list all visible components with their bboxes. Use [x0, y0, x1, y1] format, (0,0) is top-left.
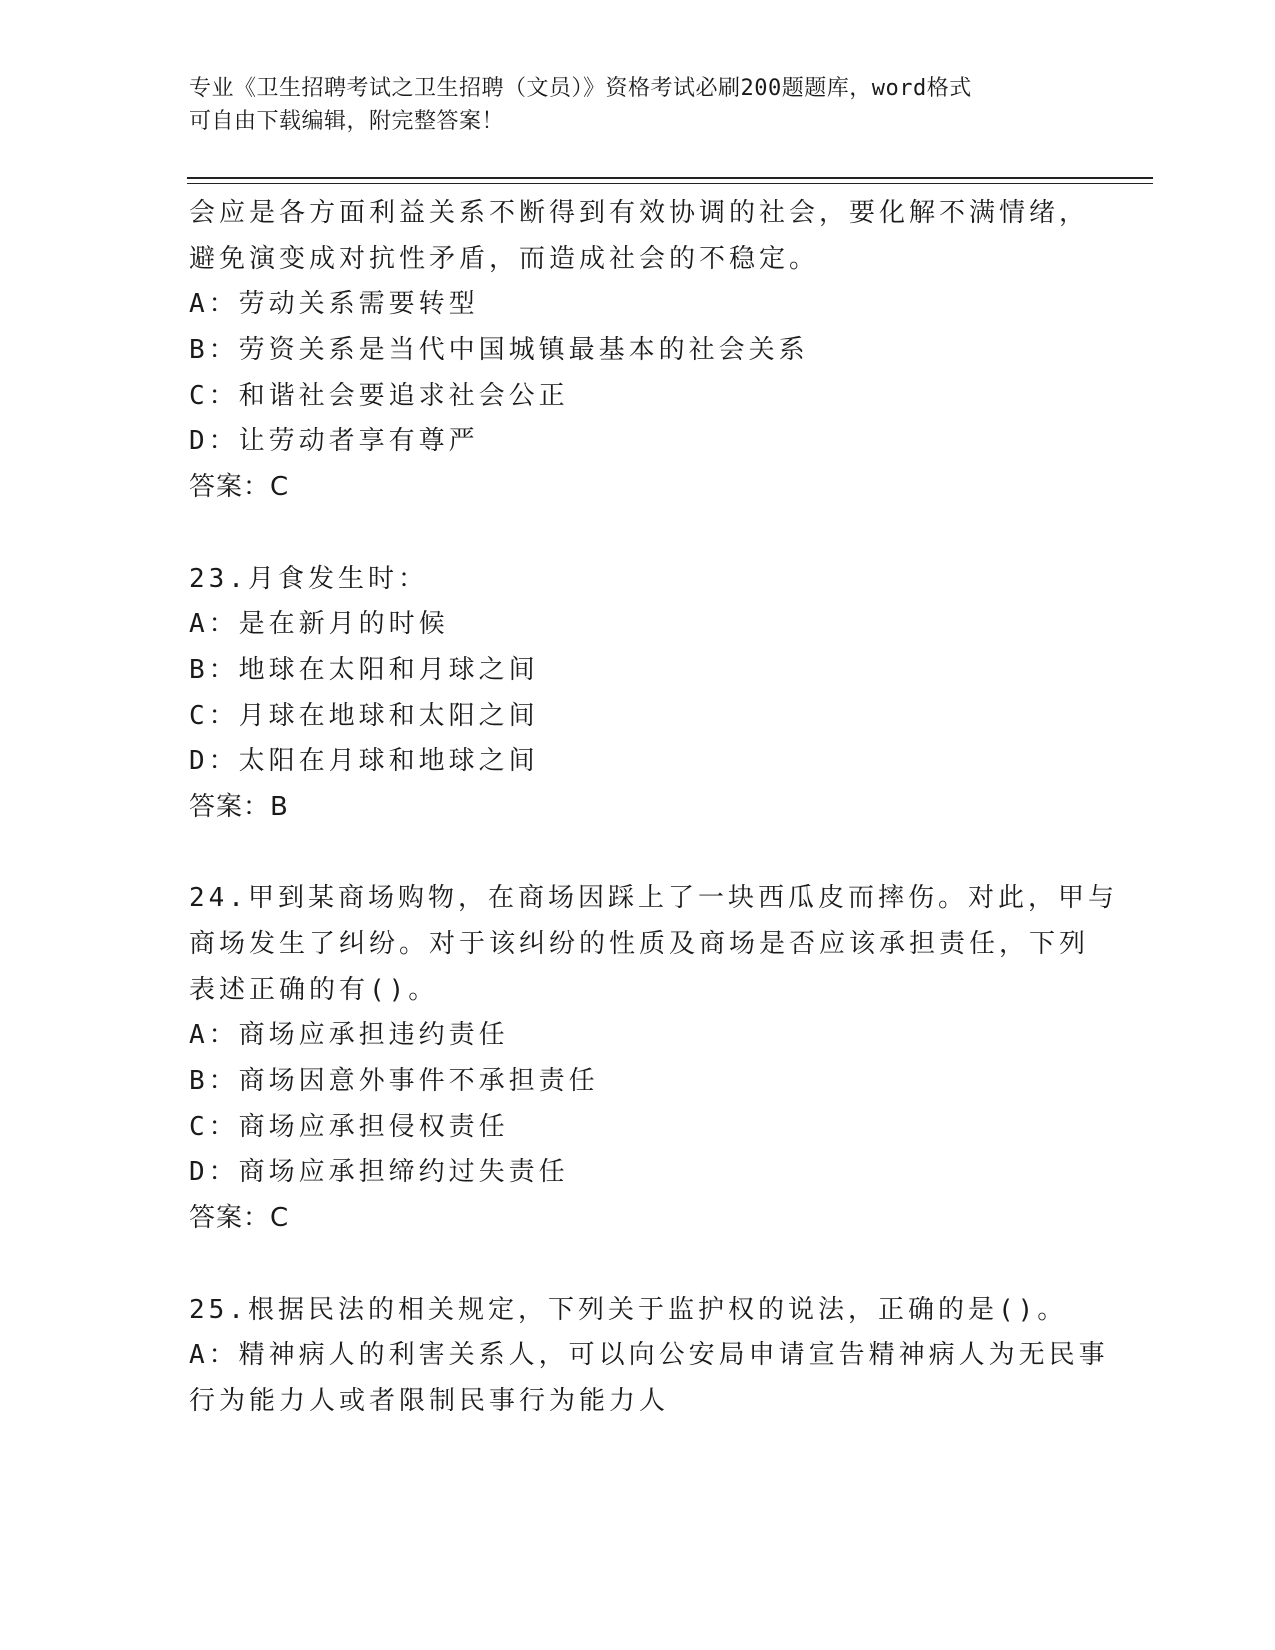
spacer: [189, 511, 1089, 557]
option-a: A：是在新月的时候: [189, 609, 449, 640]
option-b: B：地球在太阳和月球之间: [189, 654, 539, 685]
option-c: C：月球在地球和太阳之间: [189, 700, 539, 731]
question-23: [189, 557, 1089, 831]
answer: 答案：B: [189, 791, 289, 822]
option-a: A：商场应承担违约责任: [189, 1020, 509, 1051]
question-22-continued: [189, 191, 1089, 511]
header-rule-thick: [187, 177, 1153, 179]
question-text-line: 25.根据民法的相关规定，下列关于监护权的说法，正确的是()。: [189, 1294, 1068, 1325]
option-b: B：劳资关系是当代中国城镇最基本的社会关系: [189, 335, 809, 366]
header-line-2: 可自由下载编辑，附完整答案！: [189, 109, 505, 134]
question-24: [189, 876, 1118, 1242]
question-list: [189, 191, 1118, 1425]
option-d: D：商场应承担缔约过失责任: [189, 1157, 569, 1188]
option-d: D：太阳在月球和地球之间: [189, 746, 539, 777]
question-25: [189, 1288, 1109, 1425]
option-b: B：商场因意外事件不承担责任: [189, 1066, 599, 1097]
question-text-line: 23.月食发生时：: [189, 563, 428, 594]
answer: 答案：C: [189, 1203, 290, 1234]
spacer: [189, 831, 1089, 877]
document-header: [189, 72, 1089, 138]
header-rule-thin: [187, 183, 1153, 184]
option-d: D：让劳动者享有尊严: [189, 426, 479, 457]
question-text-line: 避免演变成对抗性矛盾，而造成社会的不稳定。: [189, 243, 820, 274]
question-text-line: 会应是各方面利益关系不断得到有效协调的社会，要化解不满情绪，: [189, 198, 1090, 228]
spacer: [189, 1242, 1089, 1288]
option-c: C：商场应承担侵权责任: [189, 1111, 509, 1142]
question-text-line: 商场发生了纠纷。对于该纠纷的性质及商场是否应该承担责任，下列: [189, 929, 1090, 959]
question-text-line: 表述正确的有()。: [189, 974, 439, 1005]
header-line-1: 专业《卫生招聘考试之卫生招聘（文员）》资格考试必刷200题题库，word格式: [189, 76, 972, 101]
option-a: A：劳动关系需要转型: [189, 289, 479, 320]
option-a-continued: 行为能力人或者限制民事行为能力人: [189, 1385, 670, 1416]
answer: 答案：C: [189, 472, 290, 503]
option-c: C：和谐社会要追求社会公正: [189, 380, 569, 411]
question-text-line: 24.甲到某商场购物，在商场因踩上了一块西瓜皮而摔伤。对此，甲与: [189, 883, 1118, 914]
option-a: A：精神病人的利害关系人，可以向公安局申请宣告精神病人为无民事: [189, 1340, 1109, 1371]
